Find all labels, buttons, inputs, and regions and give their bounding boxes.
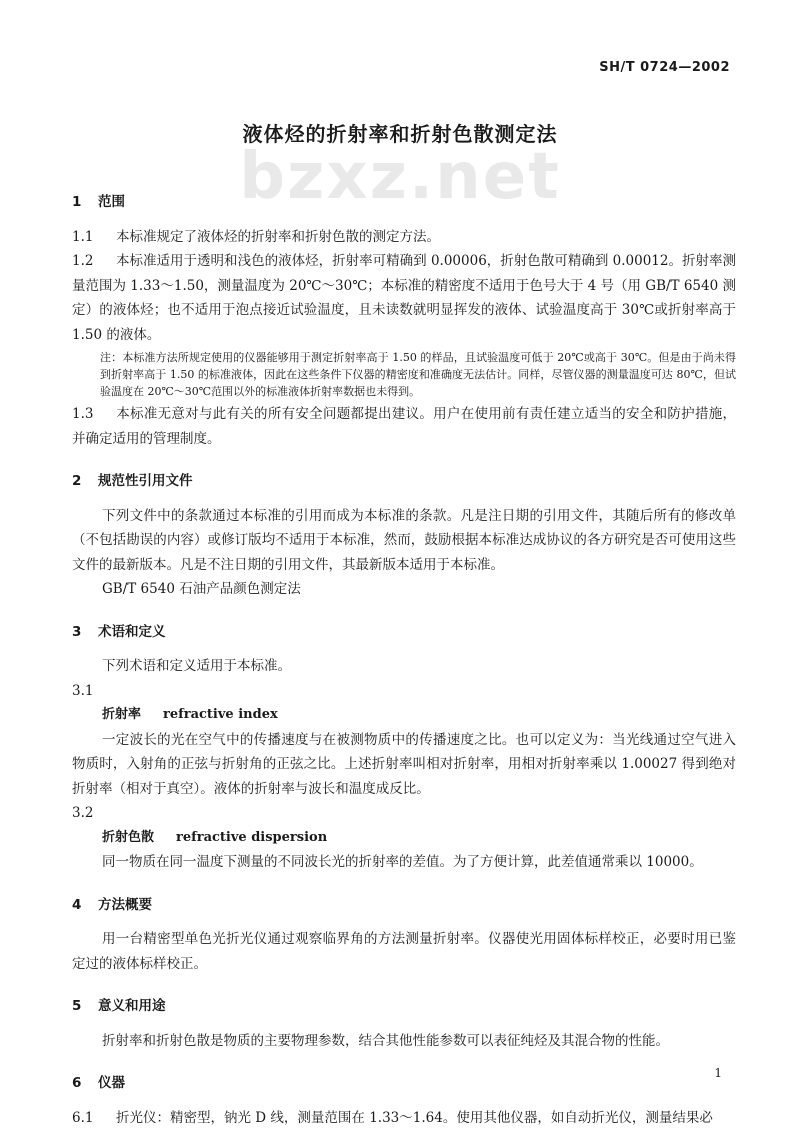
method-summary-paragraph: 用一台精密型单色光折光仪通过观察临界角的方法测量折射率。仪器使光用固体标样校正，必要时用已鉴定过的液体标样校正。 — [72, 927, 736, 976]
clause-text: 本标准适用于透明和浅色的液体烃，折射率可精确到 0.00006，折射色散可精确到 0.00012。折射率测量范围为 1.33～1.50，测量温度为 20℃～30℃；本标准的精密度不适用于色号大于 4 号（用 GB/T 6540 测定）的液体烃；也不适用于泡点接近试验温度，且未读数就明显挥发的液体、试验温度高于 30℃或折射率高于 1.50 的液体。 — [72, 253, 736, 343]
term-chinese: 折射率 — [102, 707, 141, 722]
standard-code: SH/T 0724—2002 — [599, 60, 730, 75]
term-refractive-index — [102, 703, 736, 728]
term-english: refractive dispersion — [176, 830, 327, 845]
section-title: 范围 — [98, 194, 125, 210]
terms-intro: 下列术语和定义适用于本标准。 — [72, 654, 736, 679]
watermark: bzxz.net — [200, 140, 600, 214]
references-paragraph: 下列文件中的条款通过本标准的引用而成为本标准的条款。凡是注日期的引用文件，其随后所有的修改单（不包括勘误的内容）或修订版均不适用于本标准，然而，鼓励根据本标准达成协议的各方研究是否可使用这些文件的最新版本。凡是不注日期的引用文件，其最新版本适用于本标准。 — [72, 504, 736, 578]
clause-text: 本标准无意对与此有关的所有安全问题都提出建议。用户在使用前有责任建立适当的安全和防护措施，并确定适用的管理制度。 — [72, 406, 736, 447]
section-number: 3 — [72, 620, 98, 645]
term-number: 3.2 — [72, 801, 736, 826]
clause-number: 1.3 — [72, 402, 116, 427]
term-number: 3.1 — [72, 679, 736, 704]
section-number: 1 — [72, 190, 98, 215]
clause-number: 1.1 — [72, 225, 116, 250]
section-heading-method-summary — [72, 893, 736, 918]
clause-1-2 — [72, 249, 736, 347]
reference-item: GB/T 6540 石油产品颜色测定法 — [102, 577, 736, 602]
section-number: 2 — [72, 469, 98, 494]
section-heading-apparatus — [72, 1071, 736, 1096]
document-title: 液体烃的折射率和折射色散测定法 — [0, 118, 800, 147]
section-heading-significance — [72, 994, 736, 1019]
section-heading-normative-references — [72, 469, 736, 494]
section-number: 5 — [72, 994, 98, 1019]
note: 注：本标准方法所规定使用的仪器能够用于测定折射率高于 1.50 的样品，且试验温度可低于 20℃或高于 30℃。但是由于尚未得到折射率高于 1.50 的标准液体，因此在这些条件下仪器的精密度和准确度无法估计。同样，尽管仪器的测量温度可达 80℃，但试验温度在 20℃～30℃范围以外的标准液体折射率数据也未得到。 — [100, 349, 736, 400]
section-number: 4 — [72, 893, 98, 918]
section-heading-terms — [72, 620, 736, 645]
clause-1-1 — [72, 225, 736, 250]
section-title: 规范性引用文件 — [98, 473, 193, 489]
section-number: 6 — [72, 1071, 98, 1096]
section-title: 意义和用途 — [98, 998, 166, 1014]
term-english: refractive index — [163, 707, 278, 722]
term-definition: 一定波长的光在空气中的传播速度与在被测物质中的传播速度之比。也可以定义为：当光线通过空气进入物质时，入射角的正弦与折射角的正弦之比。上述折射率叫相对折射率，用相对折射率乘以 1.00027 得到绝对折射率（相对于真空）。液体的折射率与波长和温度成反比。 — [72, 728, 736, 802]
term-chinese: 折射色散 — [102, 830, 154, 845]
term-definition: 同一物质在同一温度下测量的不同波长光的折射率的差值。为了方便计算，此差值通常乘以 10000。 — [72, 850, 736, 875]
document-body — [72, 182, 736, 1130]
page-number: 1 — [714, 1066, 722, 1080]
section-title: 仪器 — [98, 1075, 125, 1091]
clause-6-1 — [72, 1106, 736, 1130]
significance-paragraph: 折射率和折射色散是物质的主要物理参数，结合其他性能参数可以表征纯烃及其混合物的性能。 — [72, 1029, 736, 1054]
clause-text: 本标准规定了液体烃的折射率和折射色散的测定方法。 — [116, 229, 440, 245]
section-title: 方法概要 — [98, 897, 152, 913]
clause-1-3 — [72, 402, 736, 451]
section-heading-scope — [72, 190, 736, 215]
clause-number: 1.2 — [72, 249, 116, 274]
term-refractive-dispersion — [102, 826, 736, 851]
clause-text: 折光仪：精密型，钠光 D 线，测量范围在 1.33～1.64。使用其他仪器，如自动折光仪，测量结果必 — [116, 1110, 713, 1126]
section-title: 术语和定义 — [98, 624, 166, 640]
clause-number: 6.1 — [72, 1106, 116, 1130]
